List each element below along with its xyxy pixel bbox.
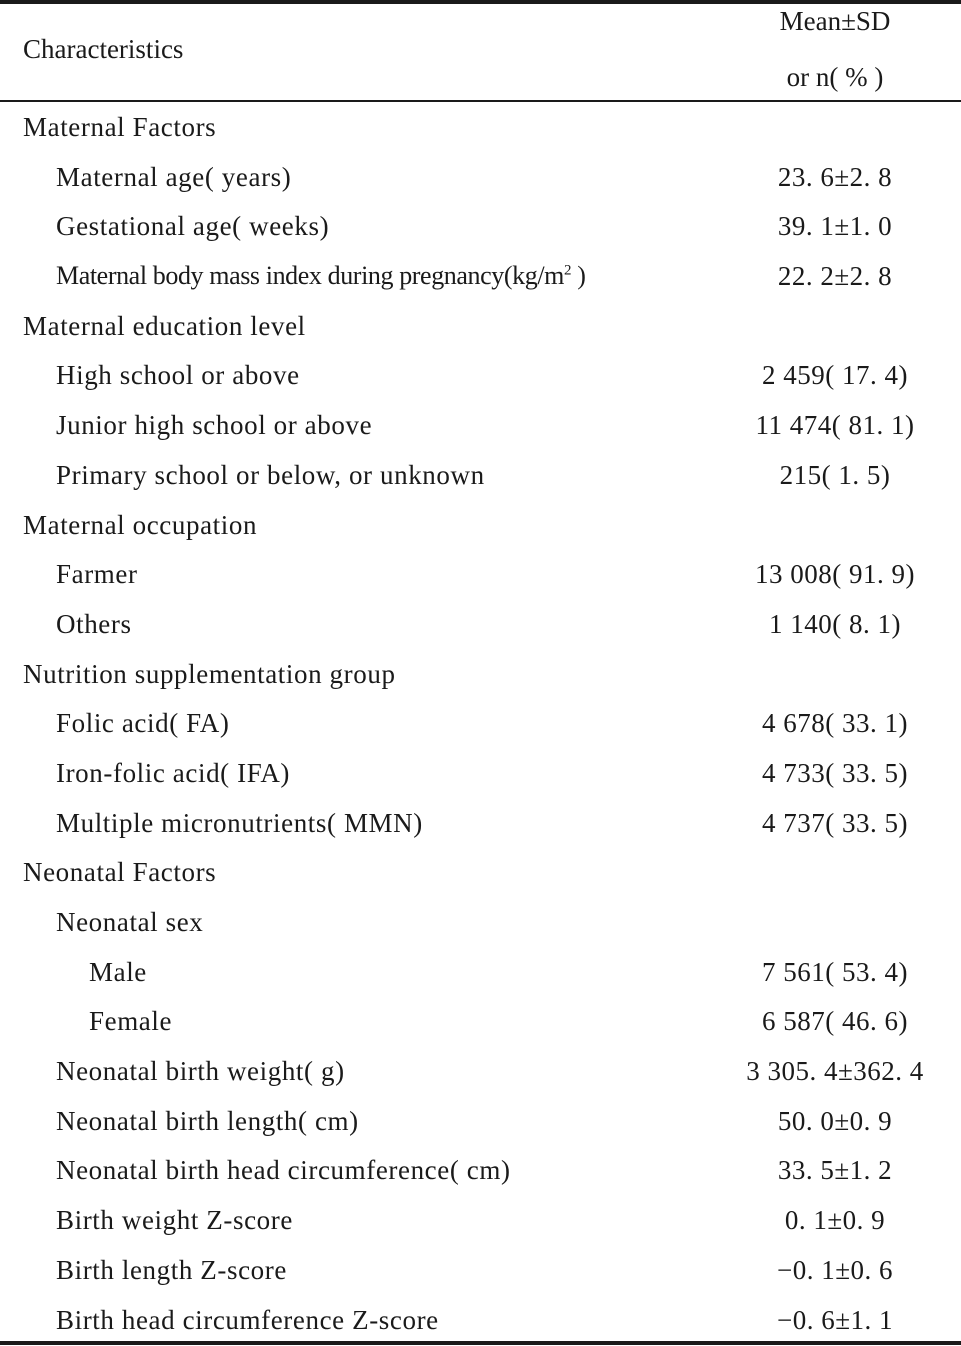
row-label-text: Farmer [56,559,138,590]
row-label-text: Neonatal birth head circumference( cm) [56,1155,511,1186]
row-label [56,460,485,491]
row-label [56,360,300,391]
row-label [56,1106,359,1137]
row-value: 1 140( 8. 1) [769,608,901,639]
table-top-rule [0,0,961,4]
table-row [0,154,961,204]
table-header-rule [0,100,961,102]
row-label [56,1205,293,1236]
row-label-text: Neonatal birth weight( g) [56,1056,345,1087]
row-label [23,659,396,690]
row-label [89,957,147,988]
row-label-text: Maternal age( years) [56,161,292,192]
table-row [0,352,961,402]
row-value: 3 305. 4±362. 4 [746,1056,924,1087]
table-row [0,899,961,949]
table-row [0,949,961,999]
row-label [56,708,229,739]
row-label-text: Maternal body mass index during pregnancy(kg/m [56,261,564,291]
row-value: 6 587( 46. 6) [762,1006,908,1037]
row-label [89,1006,172,1037]
row-label-text: High school or above [56,360,300,391]
row-label-text: Nutrition supplementation group [23,658,396,689]
row-value: 33. 5±1. 2 [777,1155,893,1186]
row-label [56,559,138,590]
row-label [56,907,203,938]
table-bottom-rule [0,1341,961,1345]
row-label [56,211,329,242]
row-label [56,758,290,789]
row-value: 0. 1±0. 9 [784,1205,886,1236]
row-value: 22. 2±2. 8 [777,261,893,292]
table-row [0,1147,961,1197]
row-label-text: Others [56,608,132,639]
table-row [0,452,961,502]
table-row [0,1247,961,1297]
table-section-row [0,651,961,701]
row-label [23,510,257,541]
column-header-value-line2: or n( % ) [786,62,884,92]
row-label-text: Junior high school or above [56,410,373,441]
table-row [0,750,961,800]
row-label-text: Neonatal Factors [23,857,217,888]
row-value: 7 561( 53. 4) [762,956,908,987]
row-label [56,162,291,193]
row-value: 4 737( 33. 5) [762,807,908,838]
table-row [0,1098,961,1148]
table-body [0,104,961,1346]
row-label-text: Maternal education level [23,310,306,341]
table-row [0,551,961,601]
row-label-text: Birth weight Z-score [56,1205,293,1236]
table-row [0,402,961,452]
table-section-row [0,104,961,154]
row-value: −0. 1±0. 6 [776,1254,894,1285]
row-label-text: Folic acid( FA) [56,708,230,739]
row-label-text: Birth head circumference Z-score [56,1304,439,1335]
row-label [56,1255,287,1286]
row-label-text: Maternal occupation [23,509,258,540]
column-header-value-line1: Mean±SD [779,6,891,36]
row-label-text: Maternal Factors [23,112,217,142]
table-row [0,253,961,303]
row-value: −0. 6±1. 1 [776,1304,894,1335]
table-row [0,203,961,253]
row-value: 4 678( 33. 1) [762,708,908,739]
row-label-text: Female [89,1006,173,1037]
row-value: 215( 1. 5) [779,459,891,490]
table-section-row [0,502,961,552]
row-label-text: Gestational age( weeks) [56,211,330,242]
row-value: 4 733( 33. 5) [762,757,908,788]
row-label-tail: ) [571,261,586,291]
row-value: 50. 0±0. 9 [777,1105,893,1136]
table-row [0,998,961,1048]
row-label [56,1056,345,1087]
table-row [0,800,961,850]
row-label [56,261,585,291]
row-label [56,410,372,441]
row-label-text: Primary school or below, or unknown [56,459,485,490]
column-header-characteristics: Characteristics [23,34,184,64]
row-label-text: Multiple micronutrients( MMN) [56,807,423,838]
table-row [0,700,961,750]
row-value: 11 474( 81. 1) [755,410,915,441]
table-row [0,1297,961,1346]
row-label [23,311,306,342]
row-label-text: Neonatal birth length( cm) [56,1105,359,1136]
table-section-row [0,849,961,899]
row-label-text: Birth length Z-score [56,1254,287,1285]
row-label [56,1305,439,1336]
row-label-superscript: 2 [563,262,572,279]
table-section-row [0,303,961,353]
row-value: 2 459( 17. 4) [762,360,908,391]
row-value: 23. 6±2. 8 [777,161,893,192]
row-label-text: Neonatal sex [56,907,204,937]
row-label [56,808,423,839]
row-label-text: Male [89,956,147,987]
row-label [56,609,132,640]
table-row [0,601,961,651]
row-label [23,112,216,143]
row-value: 13 008( 91. 9) [755,559,915,590]
table-row [0,1197,961,1247]
row-label [23,857,216,888]
row-value: 39. 1±1. 0 [777,211,893,242]
table-row [0,1048,961,1098]
row-label-text: Iron-folic acid( IFA) [56,757,291,788]
row-label [56,1155,511,1186]
